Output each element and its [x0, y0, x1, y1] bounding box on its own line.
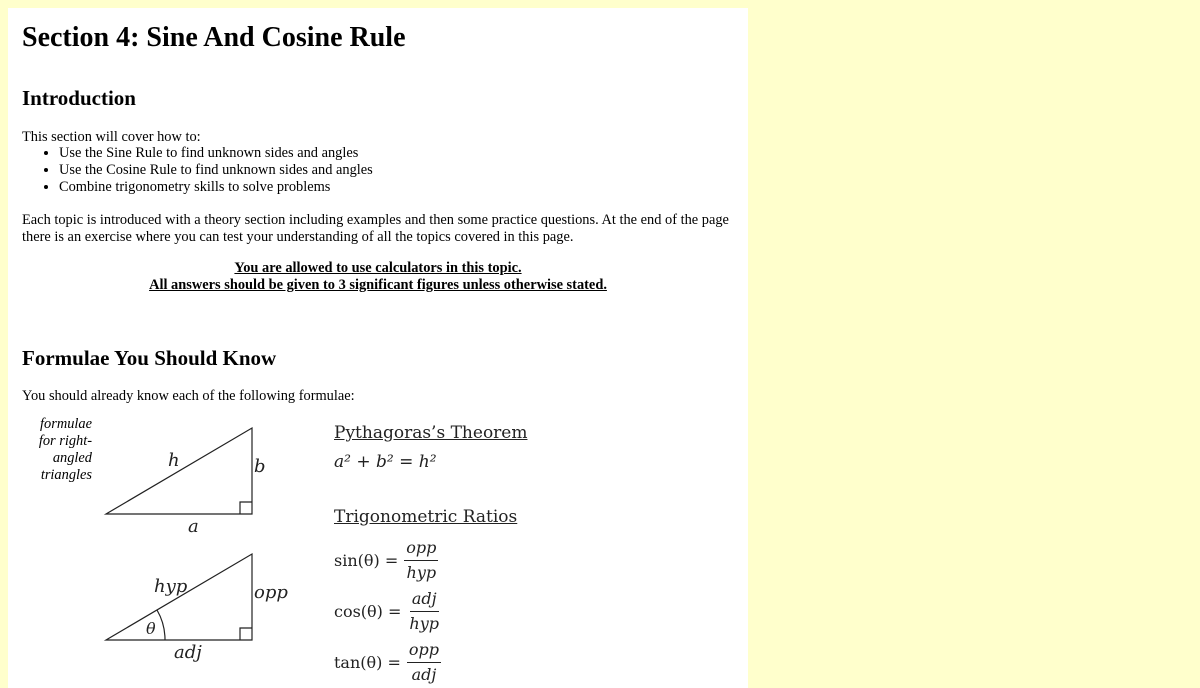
pythagoras-heading: Pythagoras’s Theorem [334, 423, 528, 443]
formulae-heading: Formulae You Should Know [22, 346, 277, 370]
list-item: • Use the Cosine Rule to find unknown sides and angles [59, 162, 373, 179]
intro-heading: Introduction [22, 86, 136, 110]
tangent-numerator: opp [407, 640, 441, 663]
triangle-diagrams [22, 408, 322, 688]
triangle1-vertical-label: b [254, 456, 266, 477]
significant-figures-notice: All answers should be given to 3 significant figures unless otherwise stated. [149, 277, 607, 293]
sine-numerator: opp [404, 538, 438, 561]
right-triangle-1 [106, 428, 266, 537]
tangent-lhs: tan(θ) = [334, 653, 401, 672]
sine-ratio [334, 538, 438, 583]
calculator-notice: You are allowed to use calculators in this topic. [234, 260, 522, 276]
formulae-lead: You should already know each of the following formulae: [22, 388, 355, 404]
intro-lead: This section will cover how to: [22, 129, 201, 145]
triangle2-vertical-label: opp [254, 582, 288, 603]
intro-paragraph: Each topic is introduced with a theory section including examples and then some practice questions. At the end of the page there is an exercise where you can test your understanding of all the topics covered in this page. [22, 212, 729, 245]
pythagoras-formula: a² + b² = h² [334, 452, 437, 472]
page-title: Section 4: Sine And Cosine Rule [22, 22, 406, 53]
topic-list [22, 145, 373, 196]
triangle2-base-label: adj [174, 642, 202, 663]
sine-lhs: sin(θ) = [334, 551, 399, 570]
right-triangle-2 [106, 554, 288, 663]
cosine-ratio [334, 589, 441, 634]
triangle2-angle-label: θ [146, 619, 156, 638]
tangent-denominator: adj [411, 665, 437, 684]
sine-denominator: hyp [406, 563, 437, 582]
cosine-lhs: cos(θ) = [334, 602, 402, 621]
triangle1-hyp-label: h [168, 450, 180, 471]
triangle1-base-label: a [188, 516, 199, 537]
cosine-numerator: adj [410, 589, 439, 612]
triangle2-hyp-label: hyp [154, 576, 188, 597]
trig-ratios-heading: Trigonometric Ratios [334, 507, 518, 527]
page [8, 8, 748, 688]
cosine-denominator: hyp [409, 614, 440, 633]
tangent-ratio [334, 640, 441, 685]
list-item: • Combine trigonometry skills to solve problems [59, 179, 373, 196]
list-item: • Use the Sine Rule to find unknown sides and angles [59, 145, 373, 162]
sidenote: formulae for right-angled triangles [38, 416, 92, 483]
formulae-diagram [22, 408, 734, 688]
